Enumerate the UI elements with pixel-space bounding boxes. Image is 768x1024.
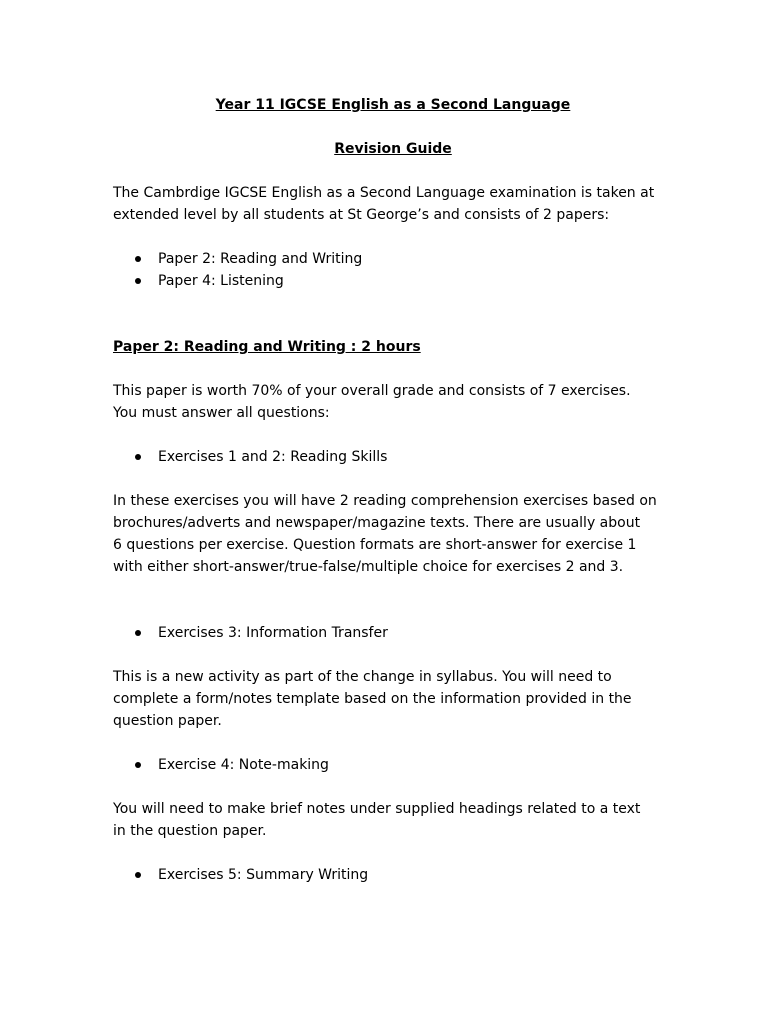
paragraph-line: This is a new activity as part of the change in syllabus. You will need to <box>113 669 612 685</box>
list-item: Exercise 4: Note-making <box>113 754 673 776</box>
exercise-list <box>113 446 673 468</box>
document-page <box>113 94 673 886</box>
papers-list <box>113 248 673 292</box>
exercise-list <box>113 754 673 776</box>
intro-line: The Cambrdige IGCSE English as a Second Language examination is taken at <box>113 185 655 201</box>
paragraph-line: question paper. <box>113 713 222 729</box>
document-title: Year 11 IGCSE English as a Second Language <box>215 97 571 113</box>
list-item: Exercises 3: Information Transfer <box>113 622 673 644</box>
paragraph-line: You will need to make brief notes under supplied headings related to a text <box>113 801 641 817</box>
list-item: Paper 4: Listening <box>113 270 673 292</box>
paragraph-line: brochures/adverts and newspaper/magazine texts. There are usually about <box>113 515 641 531</box>
exercise-description <box>113 666 673 732</box>
list-item: Paper 2: Reading and Writing <box>113 248 673 270</box>
intro-line: extended level by all students at St George’s and consists of 2 papers: <box>113 207 610 223</box>
paragraph-line: complete a form/notes template based on the information provided in the <box>113 691 632 707</box>
document-subtitle: Revision Guide <box>334 141 452 157</box>
exercise-list <box>113 622 673 644</box>
description-line: This paper is worth 70% of your overall grade and consists of 7 exercises. <box>113 383 631 399</box>
exercise-list <box>113 864 673 886</box>
paper2-description <box>113 380 673 424</box>
paragraph-line: in the question paper. <box>113 823 267 839</box>
exercise-description <box>113 490 673 578</box>
paragraph-line: with either short-answer/true-false/multiple choice for exercises 2 and 3. <box>113 559 624 575</box>
paragraph-line: 6 questions per exercise. Question formats are short-answer for exercise 1 <box>113 537 637 553</box>
exercise-description <box>113 798 673 842</box>
intro-paragraph <box>113 182 673 226</box>
list-item: Exercises 1 and 2: Reading Skills <box>113 446 673 468</box>
paragraph-line: In these exercises you will have 2 reading comprehension exercises based on <box>113 493 657 509</box>
list-item: Exercises 5: Summary Writing <box>113 864 673 886</box>
paper2-heading: Paper 2: Reading and Writing : 2 hours <box>113 339 421 355</box>
description-line: You must answer all questions: <box>113 405 330 421</box>
